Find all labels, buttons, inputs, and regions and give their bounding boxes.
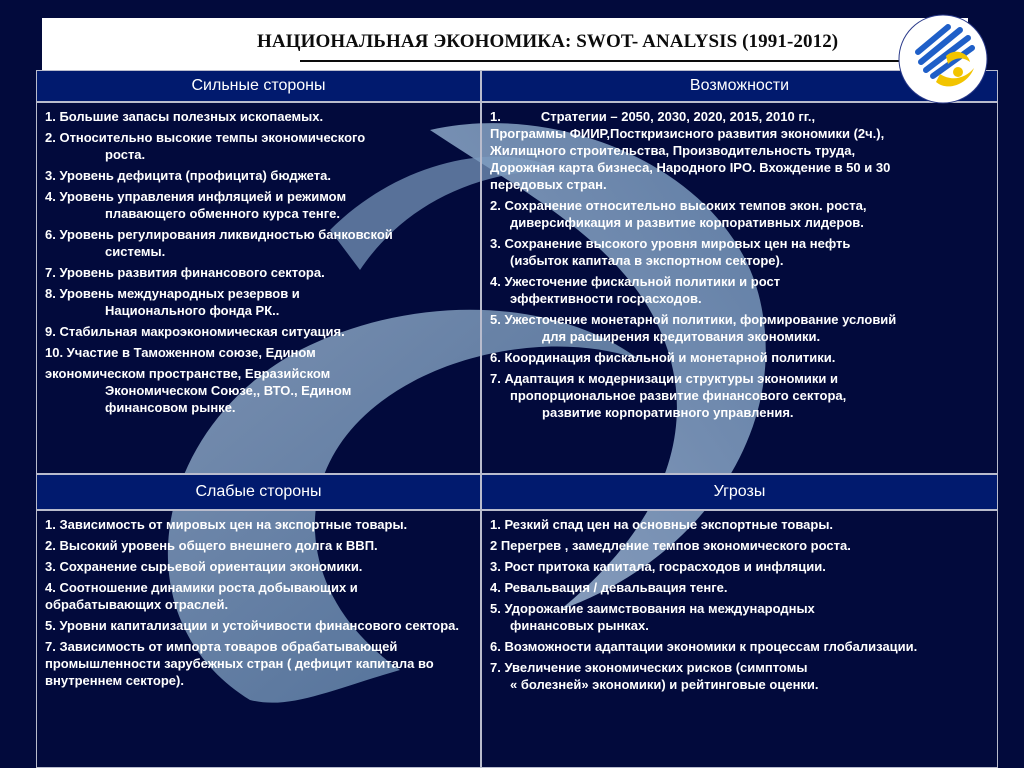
opportunity-item: 6. Координация фискальной и монетарной политики. (490, 350, 836, 365)
title-bar (42, 18, 968, 70)
title-underline (300, 60, 905, 62)
threat-item: 3. Рост притока капитала, госрасходов и инфляции. (490, 559, 826, 574)
opportunity-item: 5. Ужесточение монетарной политики, формирование условий для расширения кредитования экономики. (490, 312, 897, 344)
weakness-item: 7. Зависимость от импорта товаров обрабатывающей промышленности зарубежных стран ( дефицит капитала во внутреннем секторе). (45, 639, 434, 688)
opportunities-cell (481, 102, 998, 474)
strength-item: 1. Большие запасы полезных ископаемых. (45, 109, 324, 124)
threat-item: 2 Перегрев , замедление темпов экономического роста. (490, 538, 851, 553)
threat-item: 7. Увеличение экономических рисков (симптомы « болезней» экономики) и рейтинговые оценки. (490, 660, 819, 692)
opportunity-item: 4. Ужесточение фискальной политики и рост эффективности госрасходов. (490, 274, 781, 306)
threat-item: 5. Удорожание заимствования на международных финансовых рынках. (490, 601, 815, 633)
strength-item: 2. Относительно высокие темпы экономического роста. (45, 130, 366, 162)
strength-item: 9. Стабильная макроэкономическая ситуация. (45, 324, 345, 339)
strength-item: 10. Участие в Таможенном союзе, Едином (45, 345, 316, 360)
strengths-header: Сильные стороны (36, 70, 481, 102)
strengths-cell (36, 102, 481, 474)
threats-header: Угрозы (481, 474, 998, 510)
weakness-item: 3. Сохранение сырьевой ориентации экономики. (45, 559, 363, 574)
strength-item: 3. Уровень дефицита (профицита) бюджета. (45, 168, 331, 183)
threats-cell (481, 510, 998, 768)
threat-item: 6. Возможности адаптации экономики к процессам глобализации. (490, 639, 918, 654)
slide-title: НАЦИОНАЛЬНАЯ ЭКОНОМИКА: SWOT- ANALYSIS (1991-2012) (257, 31, 839, 52)
strength-item: 6. Уровень регулирования ликвидностью банковской системы. (45, 227, 393, 259)
swot-table (36, 70, 998, 768)
weakness-item: 1. Зависимость от мировых цен на экспортные товары. (45, 517, 408, 532)
strength-item: 7. Уровень развития финансового сектора. (45, 265, 325, 280)
logo-icon (888, 12, 998, 106)
strength-item: 4. Уровень управления инфляцией и режимом плавающего обменного курса тенге. (45, 189, 347, 221)
weakness-item: 4. Соотношение динамики роста добывающих и обрабатывающих отраслей. (45, 580, 358, 612)
threat-item: 1. Резкий спад цен на основные экспортные товары. (490, 517, 834, 532)
opportunity-item: 2. Сохранение относительно высоких темпов экон. роста, диверсификация и развитие корпоративных лидеров. (490, 198, 867, 230)
opportunity-item: 1. Стратегии – 2050, 2030, 2020, 2015, 2010 гг., Программы ФИИР,Посткризисного развития экономики (2ч.), Жилищного строительства, Производительность труда, Дорожная карта бизнеса, Народного IPO. Вхождение в 50 и 30 передовых стран. (490, 109, 891, 192)
weaknesses-cell (36, 510, 481, 768)
threat-item: 4. Ревальвация / девальвация тенге. (490, 580, 728, 595)
weaknesses-header: Слабые стороны (36, 474, 481, 510)
opportunity-item: 3. Сохранение высокого уровня мировых цен на нефть (избыток капитала в экспортном секторе). (490, 236, 851, 268)
opportunities-header: Возможности (481, 70, 998, 102)
strength-item: экономическом пространстве, Евразийском Экономическом Союзе,, ВТО., Едином финансовом рынке. (45, 366, 352, 415)
weakness-item: 5. Уровни капитализации и устойчивости финансового сектора. (45, 618, 460, 633)
opportunity-item: 7. Адаптация к модернизации структуры экономики и пропорциональное развитие финансового сектора, развитие корпоративного управления. (490, 371, 847, 420)
strength-item: 8. Уровень международных резервов и Национального фонда РК.. (45, 286, 300, 318)
weakness-item: 2. Высокий уровень общего внешнего долга к ВВП. (45, 538, 378, 553)
